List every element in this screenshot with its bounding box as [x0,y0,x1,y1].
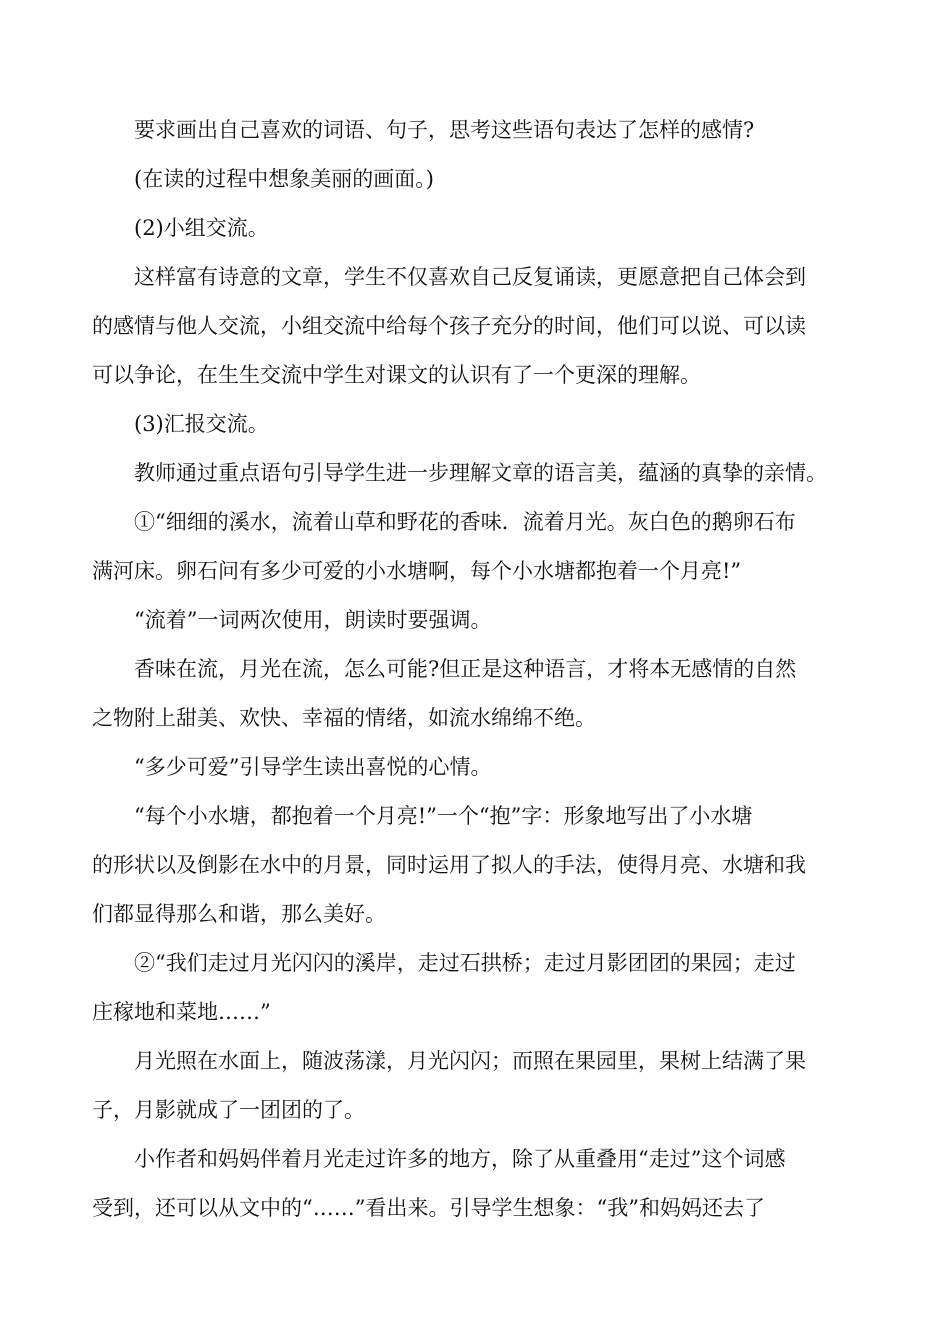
text-line: 小作者和妈妈伴着月光走过许多的地方，除了从重叠用“走过”这个词感 [134,1147,786,1171]
text-line: (在读的过程中想象美丽的画面。) [134,167,434,191]
text-line: “每个小水塘，都抱着一个月亮!”一个“抱”字：形象地写出了小水塘 [134,804,753,828]
quote-line: ②“我们走过月光闪闪的溪岸，走过石拱桥；走过月影团团的果园；走过 [134,951,796,975]
section-heading: (3)汇报交流。 [134,412,269,436]
text-line: 教师通过重点语句引导学生进一步理解文章的语言美，蕴涵的真挚的亲情。 [134,461,827,485]
text-line: 的形状以及倒影在水中的月景，同时运用了拟人的手法，使得月亮、水塘和我 [92,853,806,877]
text-line: 可以争论，在生生交流中学生对课文的认识有了一个更深的理解。 [92,363,701,387]
quote-line: 满河床。卵石问有多少可爱的小水塘啊，每个小水塘都抱着一个月亮!” [92,559,742,583]
text-line: 香味在流，月光在流，怎么可能?但正是这种语言，才将本无感情的自然 [134,657,797,681]
text-line: 的感情与他人交流，小组交流中给每个孩子充分的时间，他们可以说、可以读 [92,314,806,338]
quote-line: ①“细细的溪水，流着山草和野花的香味．流着月光。灰白色的鹅卵石布 [134,510,796,534]
text-line: 之物附上甜美、欢快、幸福的情绪，如流水绵绵不绝。 [92,706,596,730]
quote-line: 庄稼地和菜地……” [92,1000,271,1024]
text-line: 受到，还可以从文中的“……”看出来。引导学生想象：“我”和妈妈还去了 [92,1196,765,1220]
text-line: 子，月影就成了一团团的了。 [92,1098,365,1122]
text-line: 要求画出自己喜欢的词语、句子，思考这些语句表达了怎样的感情? [134,118,755,142]
document-page [92,106,864,1233]
section-heading: (2)小组交流。 [134,216,269,240]
text-line: 们都显得那么和谐，那么美好。 [92,902,386,926]
text-line: “流着”一词两次使用，朗读时要强调。 [134,608,492,632]
text-line: 这样富有诗意的文章，学生不仅喜欢自己反复诵读，更愿意把自己体会到 [134,265,806,289]
text-line: 月光照在水面上，随波荡漾，月光闪闪；而照在果园里，果树上结满了果 [134,1049,806,1073]
text-line: “多少可爱”引导学生读出喜悦的心情。 [134,755,492,779]
